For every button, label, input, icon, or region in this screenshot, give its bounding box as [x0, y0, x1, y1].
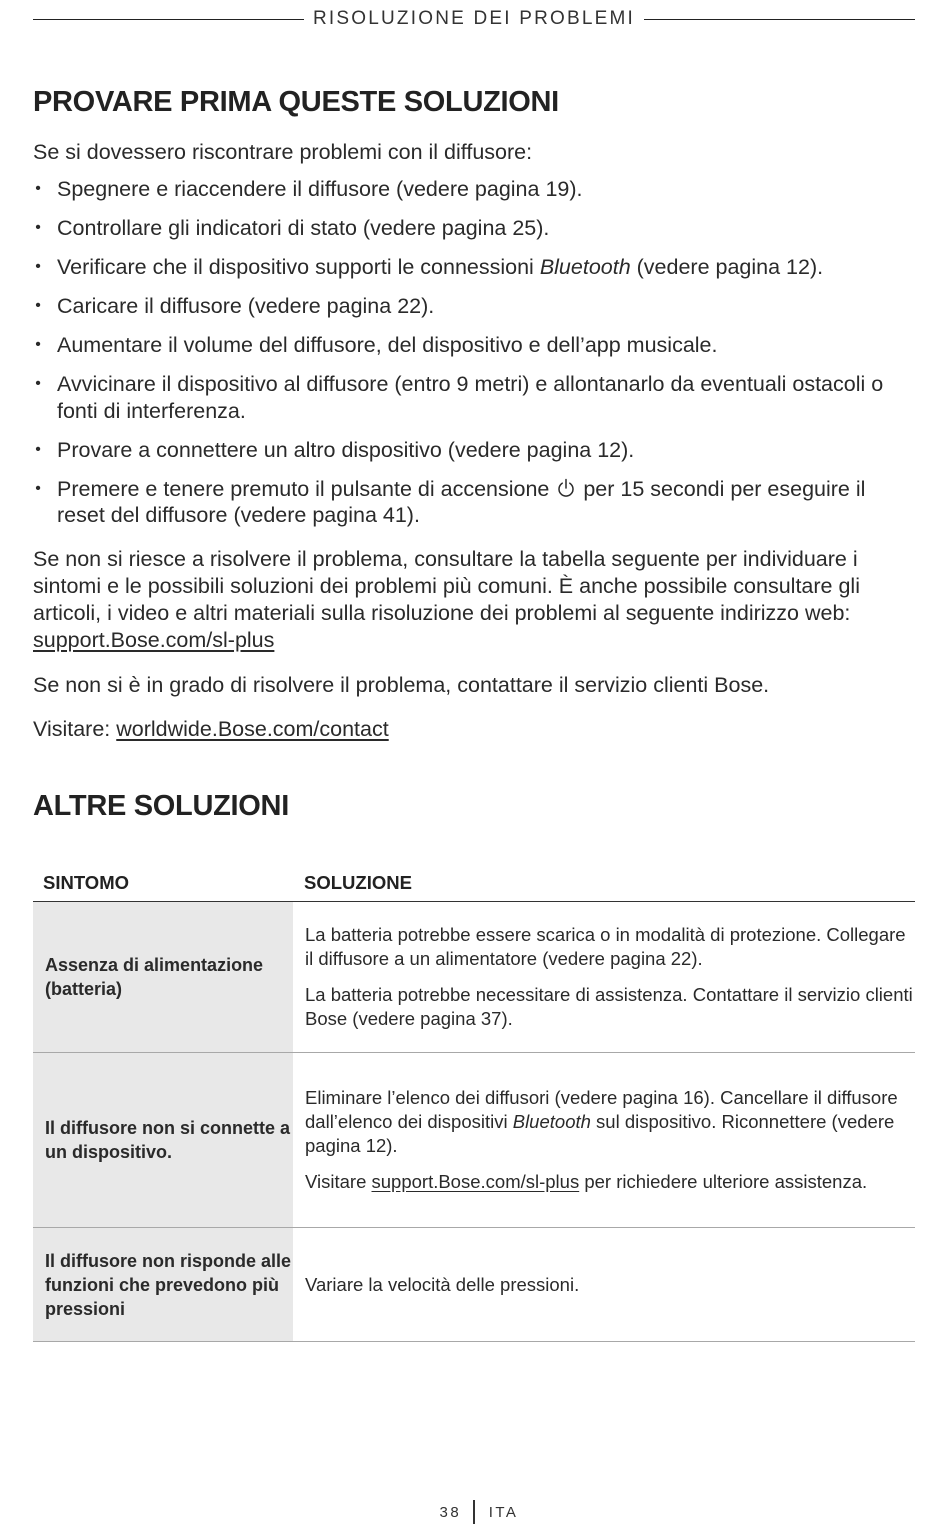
header-rule-left	[33, 19, 304, 20]
bullet-icon: •	[35, 258, 41, 275]
visit-paragraph: Visitare: worldwide.Bose.com/contact	[33, 717, 389, 741]
column-header-solution: SOLUZIONE	[304, 872, 412, 893]
bullet-icon: •	[35, 219, 41, 236]
page-footer	[0, 1500, 950, 1524]
bullet-icon: •	[35, 297, 41, 314]
solution-cell: Variare la velocità delle pressioni.	[305, 1273, 580, 1295]
support-link[interactable]: support.Bose.com/sl-plus	[371, 1171, 580, 1192]
list-item: • Aumentare il volume del diffusore, del dispositivo e dell’app musicale.	[33, 332, 918, 359]
solution-cell: La batteria potrebbe essere scarica o in modalità di protezione. Collegare il diffusore a un alimentatore (vedere pagina 22). La batteria potrebbe necessitare di assistenza. Contattare il servizio clienti Bose (vedere pagina 37).	[305, 924, 913, 1029]
list-item: • Spegnere e riaccendere il diffusore (vedere pagina 19).	[33, 176, 918, 203]
solution-cell: Eliminare l’elenco dei diffusori (vedere pagina 16). Cancellare il diffusore dall’elenco dei dispositivi Bluetooth sul dispositivo. Riconnettere (vedere pagina 12). Visitare support.Bose.com/sl-plus per richiedere ulteriore assistenza.	[305, 1087, 898, 1192]
table-header	[33, 866, 915, 902]
list-item: • Verificare che il dispositivo supporti le connessioni Bluetooth (vedere pagina 12).	[33, 254, 918, 281]
footer-divider	[473, 1500, 475, 1524]
table-row	[33, 1053, 915, 1228]
list-item: • Premere e tenere premuto il pulsante di accensione per 15 secondi per eseguire il reset del diffusore (vedere pagina 41).	[33, 476, 918, 529]
table-row	[33, 902, 915, 1053]
symptom-cell: Assenza di alimentazione (batteria)	[33, 902, 293, 1052]
power-icon	[557, 477, 575, 499]
bullet-icon: •	[35, 180, 41, 197]
list-item: • Controllare gli indicatori di stato (vedere pagina 25).	[33, 215, 918, 242]
intro-text: Se si dovessero riscontrare problemi con il diffusore:	[33, 140, 533, 164]
contact-paragraph: Se non si è in grado di risolvere il problema, contattare il servizio clienti Bose.	[33, 673, 770, 697]
symptom-cell: Il diffusore non si connette a un dispositivo.	[33, 1053, 293, 1227]
bullet-icon: •	[35, 375, 41, 392]
header-title: RISOLUZIONE DEI PROBLEMI	[312, 8, 636, 29]
page-header	[33, 6, 915, 32]
solutions-list	[33, 176, 918, 541]
list-item: • Provare a connettere un altro dispositivo (vedere pagina 12).	[33, 437, 918, 464]
bullet-icon: •	[35, 479, 41, 497]
section-heading-try-first: PROVARE PRIMA QUESTE SOLUZIONI	[33, 86, 559, 118]
section-heading-other-solutions: ALTRE SOLUZIONI	[33, 790, 289, 822]
bullet-icon: •	[35, 336, 41, 353]
symptom-cell: Il diffusore non risponde alle funzioni che prevedono più pressioni	[33, 1228, 293, 1341]
support-link[interactable]: support.Bose.com/sl-plus	[33, 628, 275, 652]
table-row	[33, 1228, 915, 1342]
list-item: • Avvicinare il dispositivo al diffusore (entro 9 metri) e allontanarlo da eventuali ostacoli o fonti di interferenza.	[33, 371, 918, 424]
table-intro-paragraph: Se non si riesce a risolvere il problema, consultare la tabella seguente per individuare i sintomi e le possibili soluzioni dei problemi più comuni. È anche possibile consultare gli articoli, i video e altri materiali sulla risoluzione dei problemi al seguente indirizzo web: support.Bose.com/sl-plus	[33, 547, 860, 652]
troubleshooting-table	[33, 866, 915, 1342]
column-header-symptom: SINTOMO	[43, 872, 129, 893]
language-code: ITA	[488, 1503, 519, 1521]
contact-link[interactable]: worldwide.Bose.com/contact	[116, 717, 389, 741]
header-rule-right	[644, 19, 915, 20]
page-number: 38	[439, 1503, 462, 1521]
bullet-icon: •	[35, 440, 41, 458]
list-item: • Caricare il diffusore (vedere pagina 22).	[33, 293, 918, 320]
